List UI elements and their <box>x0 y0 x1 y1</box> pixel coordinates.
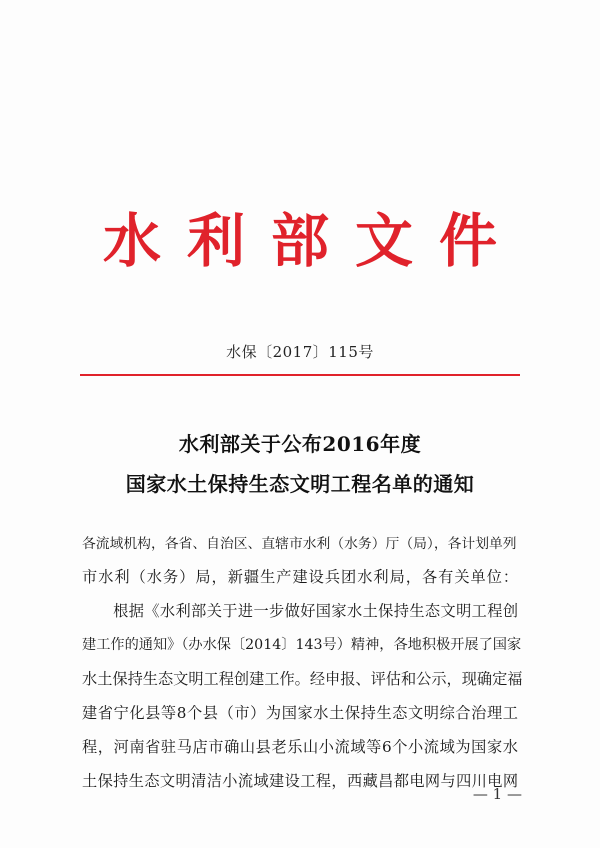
document-number: 水保〔2017〕115号 <box>226 343 374 361</box>
body-line: 市水利（水务）局，新疆生产建设兵团水利局，各有关单位： <box>82 568 520 586</box>
body-line: 土保持生态文明清洁小流域建设工程，西藏昌都电网与四川电网 <box>82 772 519 790</box>
page-number: — 1 — <box>472 785 522 803</box>
body-line: 水土保持生态文明工程创建工作。经申报、评估和公示，现确定福 <box>82 670 523 688</box>
red-divider-line <box>80 374 520 376</box>
body-line: 根据《水利部关于进一步做好国家水土保持生态文明工程创 <box>82 602 519 620</box>
body-line: 建工作的通知》（办水保〔2014〕143号）精神，各地积极开展了国家 <box>82 637 522 653</box>
body-line: 建省宁化县等8个县（市）为国家水土保持生态文明综合治理工 <box>82 704 519 722</box>
title-line-1: 水利部关于公布2016年度 <box>178 432 422 456</box>
body-line: 各流域机构，各省、自治区、直辖市水利（水务）厅（局），各计划单列 <box>82 536 517 552</box>
body-line: 程，河南省驻马店市确山县老乐山小流域等6个小流域为国家水 <box>82 738 519 756</box>
document-masthead: 水利部文件 <box>102 207 523 275</box>
title-line-2: 国家水土保持生态文明工程名单的通知 <box>125 472 475 496</box>
